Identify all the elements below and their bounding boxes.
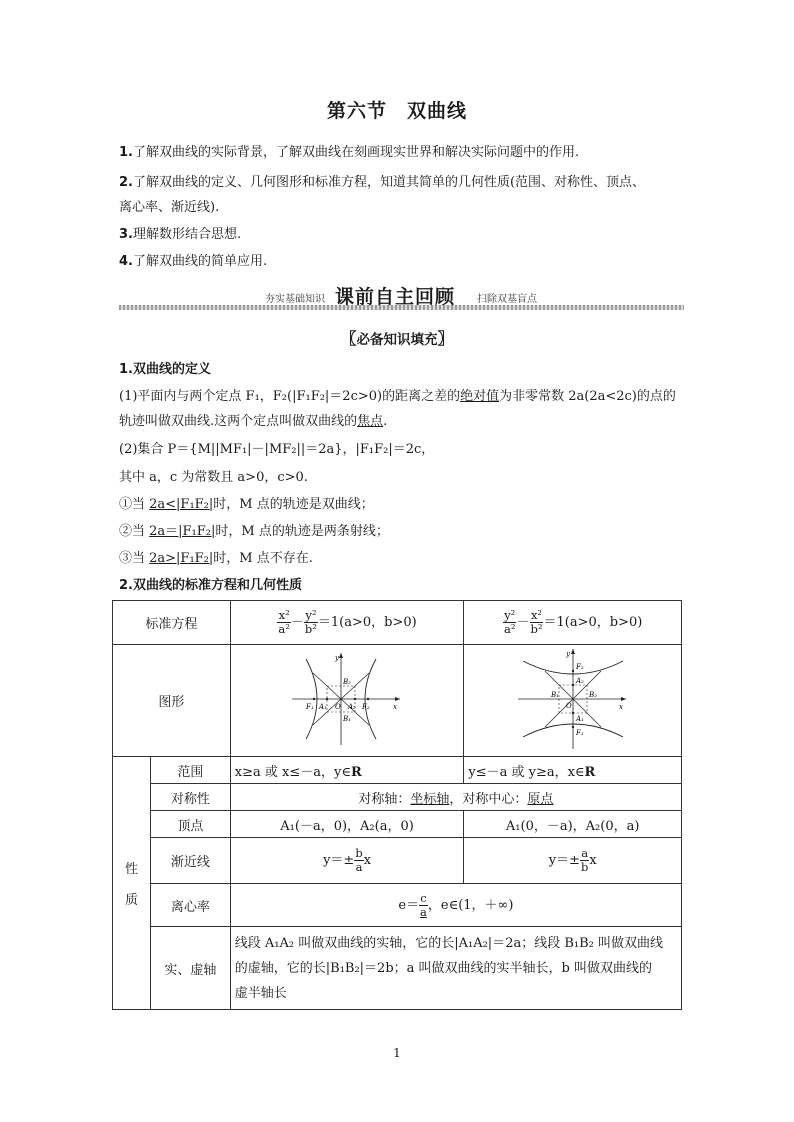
label-range: 范围: [150, 757, 230, 784]
asymptote-horizontal: y＝± $\frac{b}{a}$ x: [230, 838, 464, 884]
set-definition: (2)集合 P＝{M||MF₁|－|MF₂||＝2a}，|F₁F₂|＝2c，: [119, 442, 435, 457]
svg-text:A₁: A₁: [319, 702, 327, 711]
svg-text:O: O: [565, 701, 572, 710]
vertex-vertical: A₁(0，－a)，A₂(0，a): [464, 811, 682, 838]
row-vertex: [113, 811, 682, 838]
section2-heading: 2.双曲线的标准方程和几何性质: [119, 578, 302, 593]
svg-text:A₂: A₂: [575, 676, 584, 685]
properties-table: [112, 600, 682, 1010]
answer-focus: 焦点: [357, 414, 384, 429]
answer-absolute-value: 绝对值: [460, 389, 500, 404]
svg-text:x: x: [393, 702, 397, 711]
box-title: 〖必备知识填充〗: [340, 329, 454, 348]
svg-text:O: O: [335, 702, 341, 711]
case-3: ③当 2a>|F₁F₂|时，M 点不存在.: [119, 551, 313, 566]
svg-text:B₁: B₁: [343, 714, 351, 723]
svg-text:y: y: [335, 653, 340, 662]
objective-4: 4.了解双曲线的简单应用.: [119, 254, 268, 269]
svg-text:B₂: B₂: [343, 677, 351, 686]
label-eccentricity: 离心率: [150, 884, 230, 927]
label-vertex: 顶点: [150, 811, 230, 838]
row-figure: [113, 645, 682, 757]
label-asymptote: 渐近线: [150, 838, 230, 884]
svg-text:F₁: F₁: [306, 702, 314, 711]
figure-horizontal-cell: [230, 645, 464, 757]
svg-text:B₂: B₂: [588, 690, 597, 699]
banner-right-text: 扫除双基盲点: [477, 294, 537, 305]
row-symmetry: [113, 784, 682, 811]
label-standard-equation: 标准方程: [113, 601, 231, 645]
constants-note: 其中 a，c 为常数且 a>0，c>0.: [119, 470, 308, 485]
range-vertical: y≤－a 或 y≥a，x∈R: [464, 757, 682, 784]
svg-text:F₂: F₂: [362, 702, 370, 711]
label-axes: 实、虚轴: [150, 927, 230, 1010]
svg-text:A₁: A₁: [575, 714, 584, 723]
case-1: ①当 2a<|F₁F₂|时，M 点的轨迹是双曲线；: [119, 497, 374, 512]
row-standard-equation: [113, 601, 682, 645]
bracket-left-icon: 〖: [340, 329, 357, 348]
banner-title: 课前自主回顾: [335, 286, 456, 308]
section-banner: [119, 284, 684, 314]
range-horizontal: x≥a 或 x≤－a，y∈R: [230, 757, 464, 784]
banner-left-text: 夯实基础知识: [265, 294, 325, 305]
equation-vertical: $\frac{\text{y²}}{\text{a²}}$ － $\frac{\text{x²}}{\text{b²}}$ ＝1(a>0，b>0): [464, 601, 682, 645]
objective-3: 3.理解数形结合思想.: [119, 227, 242, 242]
vertex-horizontal: A₁(－a，0)，A₂(a，0): [230, 811, 464, 838]
equation-horizontal: $\frac{\text{x²}}{\text{a²}}$ － $\frac{\text{y²}}{\text{b²}}$ ＝1(a>0，b>0): [230, 601, 464, 645]
objective-2-cont: 离心率、渐近线).: [119, 200, 220, 215]
figure-vertical-cell: [464, 645, 682, 757]
label-properties: 性 质: [113, 757, 151, 1010]
label-symmetry: 对称性: [150, 784, 230, 811]
section1-heading: 1.双曲线的定义: [119, 362, 211, 377]
page-title: 第六节 双曲线: [326, 100, 467, 122]
eccentricity-value: e＝ $\frac{c}{a}$ ，e∈(1，＋∞): [230, 884, 681, 927]
label-figure: 图形: [113, 645, 231, 757]
row-asymptote: [113, 838, 682, 884]
symmetry-value: 对称轴：坐标轴，对称中心：原点: [230, 784, 681, 811]
svg-text:x: x: [618, 702, 623, 711]
svg-text:y: y: [565, 649, 570, 658]
svg-text:F₁: F₁: [575, 728, 584, 737]
hyperbola-horizontal-figure: [292, 651, 402, 747]
bracket-right-icon: 〗: [437, 329, 454, 348]
row-range: [113, 757, 682, 784]
definition-line-1: (1)平面内与两个定点 F₁，F₂(|F₁F₂|＝2c>0)的距离之差的绝对值为非零常数 2a(2a<2c)的点的: [119, 389, 676, 404]
svg-text:B₁: B₁: [550, 690, 559, 699]
axes-value: 线段 A₁A₂ 叫做双曲线的实轴，它的长|A₁A₂|＝2a；线段 B₁B₂ 叫做双曲线 的虚轴，它的长|B₁B₂|＝2b；a 叫做双曲线的实半轴长，b 叫做双曲线的 虚半轴长: [230, 927, 681, 1010]
objective-1: 1.了解双曲线的实际背景，了解双曲线在刻画现实世界和解决实际问题中的作用.: [119, 145, 580, 160]
row-eccentricity: [113, 884, 682, 927]
definition-line-2: 轨迹叫做双曲线.这两个定点叫做双曲线的焦点.: [119, 414, 388, 429]
row-axes: [113, 927, 682, 1010]
svg-text:A₂: A₂: [348, 702, 356, 711]
hyperbola-vertical-figure: [518, 647, 628, 751]
asymptote-vertical: y＝± $\frac{a}{b}$ x: [464, 838, 682, 884]
objective-2: 2.了解双曲线的定义、几何图形和标准方程，知道其简单的几何性质(范围、对称性、顶点、: [119, 175, 646, 190]
svg-text:F₂: F₂: [575, 662, 584, 671]
case-2: ②当 2a＝|F₁F₂|时，M 点的轨迹是两条射线；: [119, 524, 389, 539]
page-number: 1: [393, 1046, 401, 1060]
